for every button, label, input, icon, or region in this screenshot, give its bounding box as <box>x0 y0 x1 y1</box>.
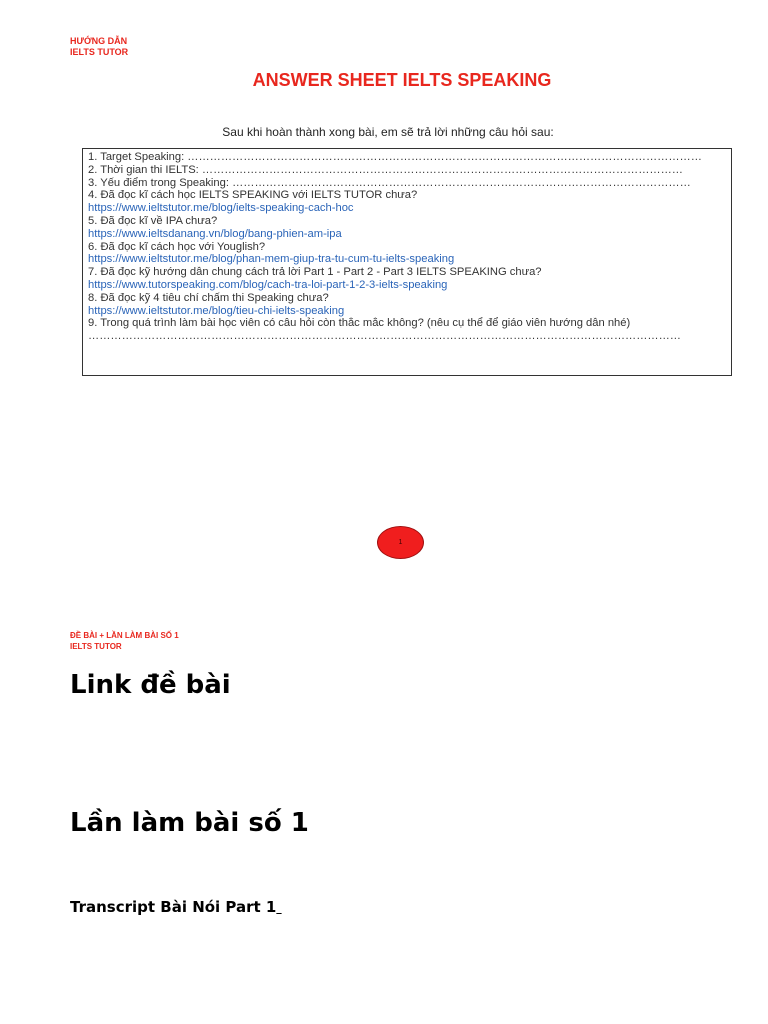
page-title: ANSWER SHEET IELTS SPEAKING <box>252 70 552 90</box>
question-text: 8. Đã đọc kỹ 4 tiêu chí chấm thi Speaking chưa? <box>88 291 329 304</box>
question-link[interactable]: https://www.ieltstutor.me/blog/ielts-speaking-cach-hoc <box>88 202 354 215</box>
header-guide-line1: HƯỚNG DẪN <box>70 36 128 46</box>
heading-transcript <box>70 898 282 916</box>
transcript-underline-cursor <box>276 898 281 916</box>
question-text: 3. Yếu điểm trong Speaking: …………………………………………………………………………………………………………… <box>88 176 691 189</box>
question-link[interactable]: https://www.ieltstutor.me/blog/phan-mem-giup-tra-tu-cum-tu-ielts-speaking <box>88 253 455 266</box>
questions-box <box>82 148 732 376</box>
question-text: 1. Target Speaking: ………………………………………………………………………………………………………………………… <box>88 151 702 163</box>
header-guide <box>70 36 128 58</box>
question-text: 5. Đã đọc kĩ về IPA chưa? <box>88 214 218 227</box>
question-link[interactable]: https://www.ieltsdanang.vn/blog/bang-phien-am-ipa <box>88 227 342 240</box>
header-task-line2: IELTS TUTOR <box>70 642 122 651</box>
header-task-line1: ĐỀ BÀI + LẦN LÀM BÀI SỐ 1 <box>70 631 179 640</box>
header-guide-line2: IELTS TUTOR <box>70 47 129 57</box>
question-text: …………………………………………………………………………………………………………………………………………… <box>88 330 681 343</box>
page-number-badge <box>377 526 424 559</box>
page-number: 1 <box>398 539 403 546</box>
question-text: 9. Trong quá trình làm bài học viên có câu hỏi còn thắc mắc không? (nêu cụ thể để giáo viên hướng dẫn nhé) <box>88 317 631 330</box>
header-task <box>70 630 179 652</box>
question-text: 7. Đã đọc kỹ hướng dẫn chung cách trả lời Part 1 - Part 2 - Part 3 IELTS SPEAKING chưa? <box>88 266 542 279</box>
heading-transcript-text: Transcript Bài Nói Part 1 <box>70 898 277 916</box>
question-text: 6. Đã đọc kĩ cách học với Youglish? <box>88 240 266 253</box>
question-text: 4. Đã đọc kĩ cách học IELTS SPEAKING với IELTS TUTOR chưa? <box>88 189 418 202</box>
heading-link: Link đề bài <box>70 670 231 700</box>
question-text: 2. Thời gian thi IELTS: ………………………………………………………………………………………………………………… <box>88 163 683 176</box>
question-link[interactable]: https://www.ieltstutor.me/blog/tieu-chi-ielts-speaking <box>88 304 345 317</box>
question-link[interactable]: https://www.tutorspeaking.com/blog/cach-tra-loi-part-1-2-3-ielts-speaking <box>88 278 448 291</box>
intro-text: Sau khi hoàn thành xong bài, em sẽ trả lời những câu hỏi sau: <box>222 125 554 139</box>
heading-attempt: Lần làm bài số 1 <box>70 808 309 838</box>
